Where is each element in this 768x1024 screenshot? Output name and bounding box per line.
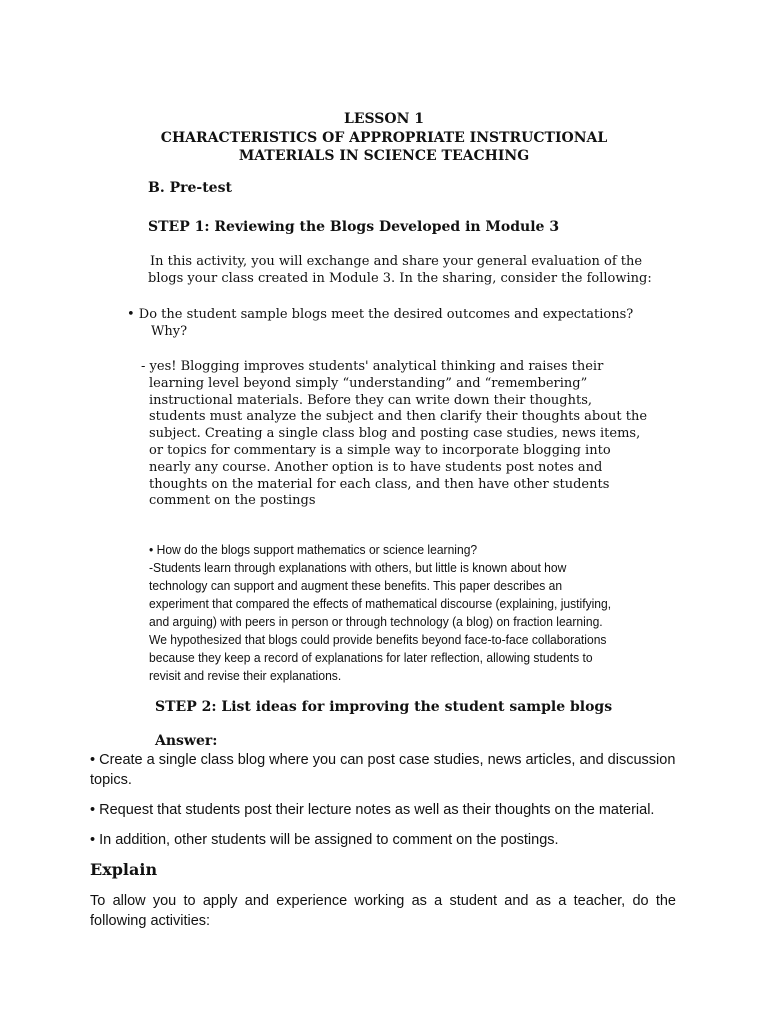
question2-line: because they keep a record of explanations for later reflection, allowing students to: [149, 650, 593, 665]
intro-line2: blogs your class created in Module 3. In the sharing, consider the following:: [148, 271, 652, 286]
question2-line: experiment that compared the effects of mathematical discourse (explaining, justifying,: [149, 596, 612, 611]
intro-line1: In this activity, you will exchange and share your general evaluation of the: [150, 254, 643, 269]
answer-label: Answer:: [155, 733, 218, 749]
step2-heading: STEP 2: List ideas for improving the student sample blogs: [155, 699, 613, 715]
answer1-block: [141, 359, 648, 510]
lesson-title-line2: MATERIALS IN SCIENCE TEACHING: [238, 148, 530, 164]
answer1-line: instructional materials. Before they can write down their thoughts,: [149, 392, 592, 408]
question2-line: technology can support and augment these benefits. This paper describes an: [149, 578, 563, 593]
pretest-heading: B. Pre-test: [148, 180, 232, 196]
question2-line: -Students learn through explanations with others, but little is known about how: [149, 560, 567, 575]
lesson-number: LESSON 1: [343, 111, 425, 127]
explain-heading: Explain: [90, 860, 158, 879]
question2-line: We hypothesized that blogs could provide benefits beyond face-to-face collaborations: [149, 632, 607, 647]
explain-line1: To allow you to apply and experience working as a student and as a teacher, do the: [90, 893, 676, 909]
step1-heading: STEP 1: Reviewing the Blogs Developed in Module 3: [148, 219, 560, 235]
improvement-bullet2: • Request that students post their lecture notes as well as their thoughts on the material.: [90, 802, 655, 818]
question1-line1: • Do the student sample blogs meet the desired outcomes and expectations?: [127, 307, 634, 322]
improvement-bullet1-line2: topics.: [90, 772, 132, 788]
question2-line: • How do the blogs support mathematics or science learning?: [149, 542, 478, 557]
improvement-bullet3: • In addition, other students will be assigned to comment on the postings.: [90, 832, 559, 848]
answer1-line: comment on the postings: [149, 493, 316, 509]
answer1-line: nearly any course. Another option is to have students post notes and: [149, 459, 603, 475]
answer1-line: subject. Creating a single class blog and posting case studies, news items,: [149, 426, 641, 442]
answer1-line: - yes! Blogging improves students' analytical thinking and raises their: [141, 359, 604, 374]
question2-line: and arguing) with peers in person or through technology (a blog) on fraction learning.: [149, 614, 603, 629]
answer1-line: or topics for commentary is a simple way to incorporate blogging into: [149, 442, 611, 458]
lesson-title-line1: CHARACTERISTICS OF APPROPRIATE INSTRUCTIONAL: [160, 130, 608, 146]
question2-line: revisit and revise their explanations.: [149, 668, 342, 683]
question2-block: [149, 541, 709, 685]
answer1-line: students must analyze the subject and then clarify their thoughts about the: [149, 409, 648, 425]
answer1-line: thoughts on the material for each class, and then have other students: [149, 476, 610, 492]
explain-line2: following activities:: [90, 913, 211, 929]
improvement-bullet1-line1: • Create a single class blog where you can post case studies, news articles, and discussion: [90, 752, 676, 768]
answer1-line: learning level beyond simply “understanding” and “remembering”: [149, 375, 588, 391]
question1-line2: Why?: [151, 324, 188, 339]
